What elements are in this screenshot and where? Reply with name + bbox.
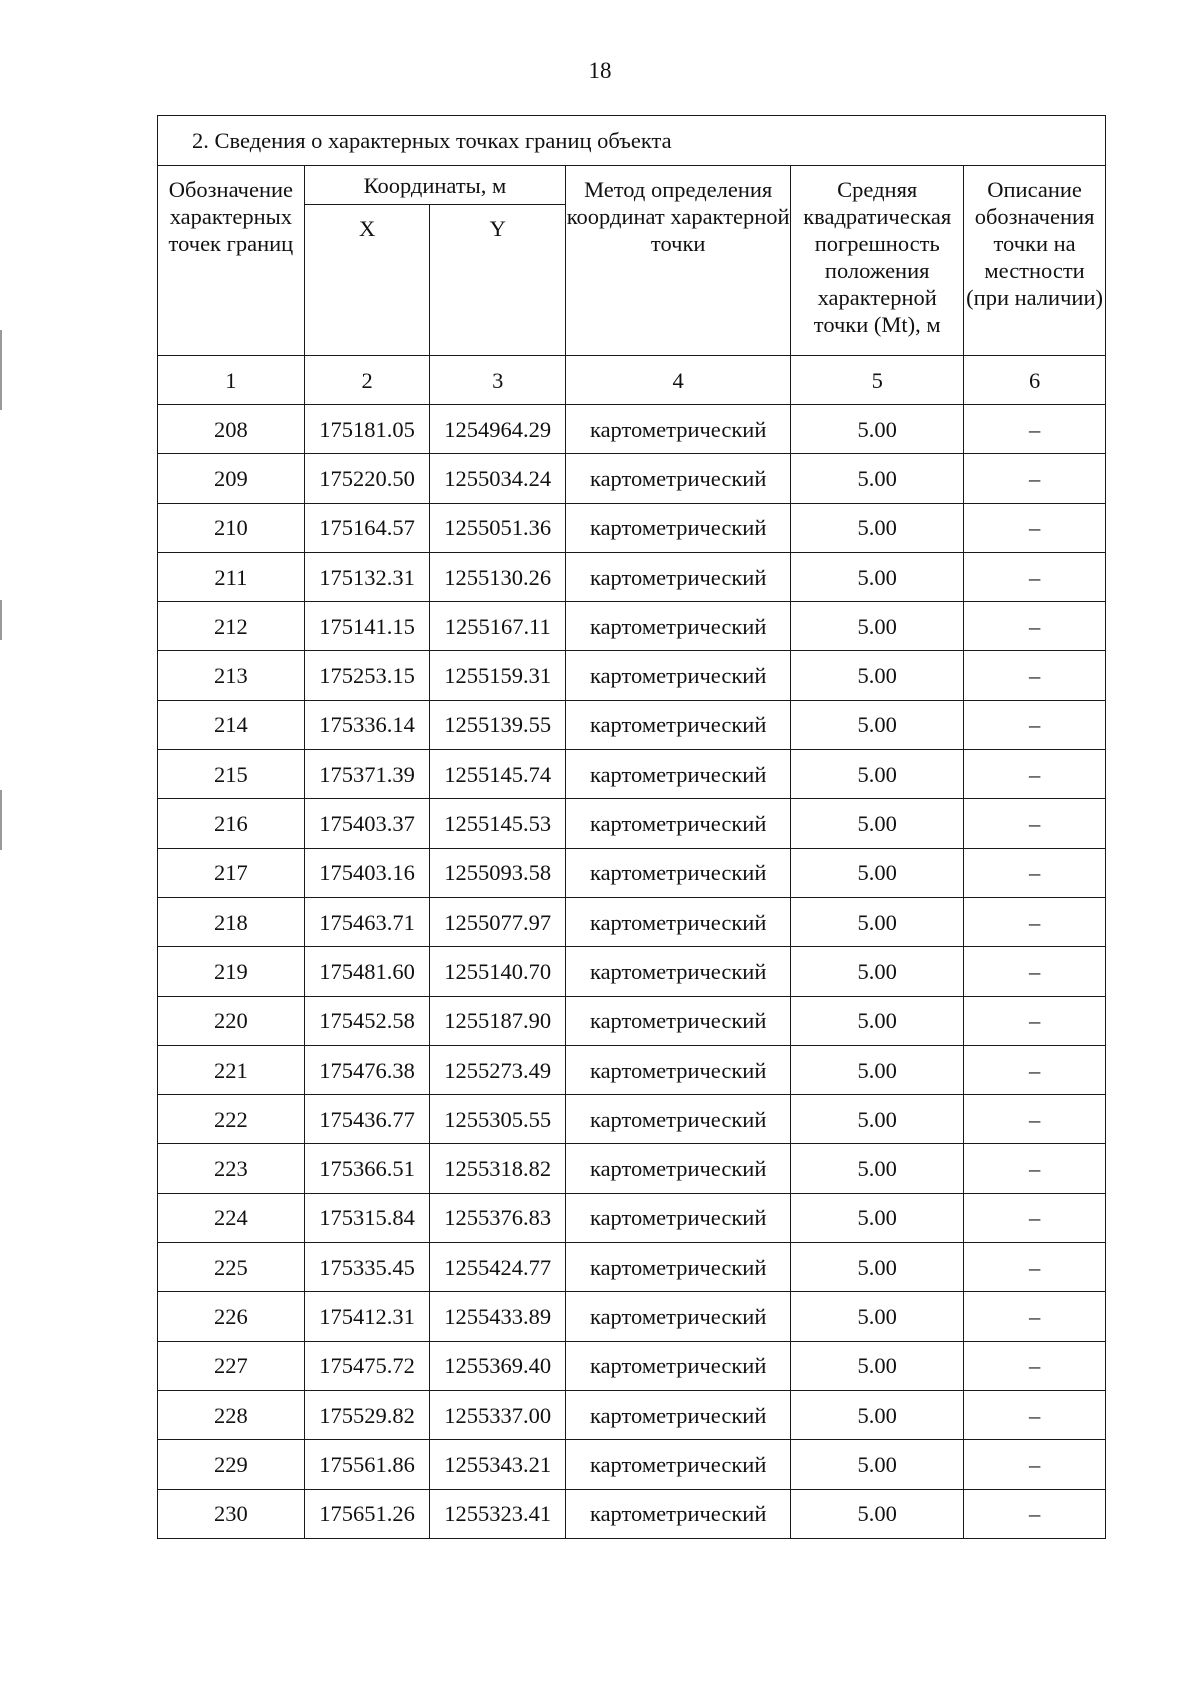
point-number-cell: 216 [158,799,305,848]
column-number: 4 [566,356,791,405]
table-row [158,750,1106,799]
x-coordinate-cell: 175181.05 [304,405,430,454]
description-cell: – [964,1390,1106,1439]
y-coordinate-cell: 1255337.00 [430,1390,566,1439]
method-cell: картометрический [566,405,791,454]
table-row [158,405,1106,454]
description-cell: – [964,996,1106,1045]
description-cell: – [964,1243,1106,1292]
x-coordinate-cell: 175315.84 [304,1193,430,1242]
point-number-cell: 218 [158,897,305,946]
x-coordinate-cell: 175481.60 [304,947,430,996]
method-cell: картометрический [566,848,791,897]
method-cell: картометрический [566,1193,791,1242]
error-cell: 5.00 [791,1095,964,1144]
x-coordinate-cell: 175561.86 [304,1440,430,1489]
header-x: X [304,205,430,356]
method-cell: картометрический [566,799,791,848]
y-coordinate-cell: 1255145.74 [430,750,566,799]
point-number-cell: 227 [158,1341,305,1390]
y-coordinate-cell: 1255318.82 [430,1144,566,1193]
table-row [158,1390,1106,1439]
error-cell: 5.00 [791,947,964,996]
point-number-cell: 208 [158,405,305,454]
column-number: 6 [964,356,1106,405]
table-row [158,651,1106,700]
point-number-cell: 225 [158,1243,305,1292]
method-cell: картометрический [566,1243,791,1292]
point-number-cell: 226 [158,1292,305,1341]
table-title: 2. Сведения о характерных точках границ объекта [158,116,1106,166]
y-coordinate-cell: 1255139.55 [430,700,566,749]
error-cell: 5.00 [791,1292,964,1341]
table-row [158,1144,1106,1193]
point-number-cell: 210 [158,503,305,552]
description-cell: – [964,1489,1106,1538]
x-coordinate-cell: 175164.57 [304,503,430,552]
column-number: 1 [158,356,305,405]
error-cell: 5.00 [791,848,964,897]
error-cell: 5.00 [791,897,964,946]
y-coordinate-cell: 1255433.89 [430,1292,566,1341]
column-number: 3 [430,356,566,405]
error-cell: 5.00 [791,552,964,601]
table-row [158,848,1106,897]
y-coordinate-cell: 1255273.49 [430,1045,566,1094]
point-number-cell: 230 [158,1489,305,1538]
point-number-cell: 222 [158,1095,305,1144]
method-cell: картометрический [566,602,791,651]
header-point-designation: Обозначение характерных точек границ [158,166,305,356]
method-cell: картометрический [566,1489,791,1538]
boundary-points-table [157,115,1106,1539]
error-cell: 5.00 [791,405,964,454]
error-cell: 5.00 [791,1045,964,1094]
description-cell: – [964,1095,1106,1144]
table-row [158,1095,1106,1144]
description-cell: – [964,405,1106,454]
error-cell: 5.00 [791,454,964,503]
column-numbers-row [158,356,1106,405]
point-number-cell: 228 [158,1390,305,1439]
y-coordinate-cell: 1255369.40 [430,1341,566,1390]
table-row [158,1193,1106,1242]
point-number-cell: 214 [158,700,305,749]
table-row [158,454,1106,503]
method-cell: картометрический [566,1390,791,1439]
table-row [158,602,1106,651]
description-cell: – [964,552,1106,601]
point-number-cell: 209 [158,454,305,503]
error-cell: 5.00 [791,799,964,848]
table-row [158,996,1106,1045]
y-coordinate-cell: 1255077.97 [430,897,566,946]
method-cell: картометрический [566,947,791,996]
error-cell: 5.00 [791,750,964,799]
y-coordinate-cell: 1255130.26 [430,552,566,601]
column-number: 5 [791,356,964,405]
table-title-row [158,116,1106,166]
table-row [158,503,1106,552]
y-coordinate-cell: 1255343.21 [430,1440,566,1489]
description-cell: – [964,503,1106,552]
scan-edge-mark [0,790,2,850]
header-row [158,166,1106,205]
x-coordinate-cell: 175132.31 [304,552,430,601]
y-coordinate-cell: 1255034.24 [430,454,566,503]
y-coordinate-cell: 1255187.90 [430,996,566,1045]
method-cell: картометрический [566,700,791,749]
description-cell: – [964,1193,1106,1242]
table-row [158,1292,1106,1341]
point-number-cell: 220 [158,996,305,1045]
point-number-cell: 221 [158,1045,305,1094]
table-row [158,799,1106,848]
point-number-cell: 219 [158,947,305,996]
table-row [158,1045,1106,1094]
error-cell: 5.00 [791,1489,964,1538]
x-coordinate-cell: 175475.72 [304,1341,430,1390]
description-cell: – [964,1341,1106,1390]
error-cell: 5.00 [791,503,964,552]
error-cell: 5.00 [791,996,964,1045]
header-y: Y [430,205,566,356]
x-coordinate-cell: 175335.45 [304,1243,430,1292]
table-row [158,897,1106,946]
y-coordinate-cell: 1255323.41 [430,1489,566,1538]
x-coordinate-cell: 175141.15 [304,602,430,651]
x-coordinate-cell: 175336.14 [304,700,430,749]
x-coordinate-cell: 175220.50 [304,454,430,503]
description-cell: – [964,454,1106,503]
x-coordinate-cell: 175529.82 [304,1390,430,1439]
error-cell: 5.00 [791,602,964,651]
description-cell: – [964,1292,1106,1341]
description-cell: – [964,897,1106,946]
header-method: Метод определения координат характерной точки [566,166,791,356]
method-cell: картометрический [566,1292,791,1341]
table-row [158,1489,1106,1538]
header-coordinates: Координаты, м [304,166,565,205]
point-number-cell: 215 [158,750,305,799]
description-cell: – [964,700,1106,749]
table-row [158,700,1106,749]
error-cell: 5.00 [791,1243,964,1292]
y-coordinate-cell: 1255159.31 [430,651,566,700]
error-cell: 5.00 [791,651,964,700]
method-cell: картометрический [566,1341,791,1390]
x-coordinate-cell: 175403.37 [304,799,430,848]
error-cell: 5.00 [791,1193,964,1242]
error-cell: 5.00 [791,1440,964,1489]
error-cell: 5.00 [791,1144,964,1193]
method-cell: картометрический [566,651,791,700]
method-cell: картометрический [566,1095,791,1144]
description-cell: – [964,1144,1106,1193]
error-cell: 5.00 [791,700,964,749]
x-coordinate-cell: 175651.26 [304,1489,430,1538]
description-cell: – [964,799,1106,848]
y-coordinate-cell: 1254964.29 [430,405,566,454]
header-error: Средняя квадратическая погрешность положения характерной точки (Mt), м [791,166,964,356]
x-coordinate-cell: 175412.31 [304,1292,430,1341]
x-coordinate-cell: 175452.58 [304,996,430,1045]
description-cell: – [964,750,1106,799]
method-cell: картометрический [566,897,791,946]
y-coordinate-cell: 1255424.77 [430,1243,566,1292]
x-coordinate-cell: 175253.15 [304,651,430,700]
column-number: 2 [304,356,430,405]
description-cell: – [964,651,1106,700]
method-cell: картометрический [566,750,791,799]
y-coordinate-cell: 1255376.83 [430,1193,566,1242]
scan-edge-mark [0,330,2,410]
point-number-cell: 212 [158,602,305,651]
y-coordinate-cell: 1255145.53 [430,799,566,848]
method-cell: картометрический [566,1045,791,1094]
scan-edge-mark [0,600,2,640]
table-row [158,1341,1106,1390]
table-row [158,947,1106,996]
method-cell: картометрический [566,454,791,503]
point-number-cell: 223 [158,1144,305,1193]
table-row [158,1440,1106,1489]
x-coordinate-cell: 175371.39 [304,750,430,799]
description-cell: – [964,947,1106,996]
y-coordinate-cell: 1255140.70 [430,947,566,996]
point-number-cell: 229 [158,1440,305,1489]
method-cell: картометрический [566,503,791,552]
x-coordinate-cell: 175403.16 [304,848,430,897]
point-number-cell: 213 [158,651,305,700]
x-coordinate-cell: 175463.71 [304,897,430,946]
description-cell: – [964,602,1106,651]
y-coordinate-cell: 1255167.11 [430,602,566,651]
description-cell: – [964,1440,1106,1489]
point-number-cell: 211 [158,552,305,601]
description-cell: – [964,1045,1106,1094]
method-cell: картометрический [566,1144,791,1193]
header-description: Описание обозначения точки на местности (при наличии) [964,166,1106,356]
y-coordinate-cell: 1255305.55 [430,1095,566,1144]
y-coordinate-cell: 1255051.36 [430,503,566,552]
x-coordinate-cell: 175476.38 [304,1045,430,1094]
error-cell: 5.00 [791,1341,964,1390]
method-cell: картометрический [566,996,791,1045]
x-coordinate-cell: 175436.77 [304,1095,430,1144]
table-row [158,552,1106,601]
x-coordinate-cell: 175366.51 [304,1144,430,1193]
description-cell: – [964,848,1106,897]
point-number-cell: 224 [158,1193,305,1242]
page-number: 18 [588,58,612,83]
error-cell: 5.00 [791,1390,964,1439]
table-row [158,1243,1106,1292]
point-number-cell: 217 [158,848,305,897]
method-cell: картометрический [566,552,791,601]
method-cell: картометрический [566,1440,791,1489]
y-coordinate-cell: 1255093.58 [430,848,566,897]
